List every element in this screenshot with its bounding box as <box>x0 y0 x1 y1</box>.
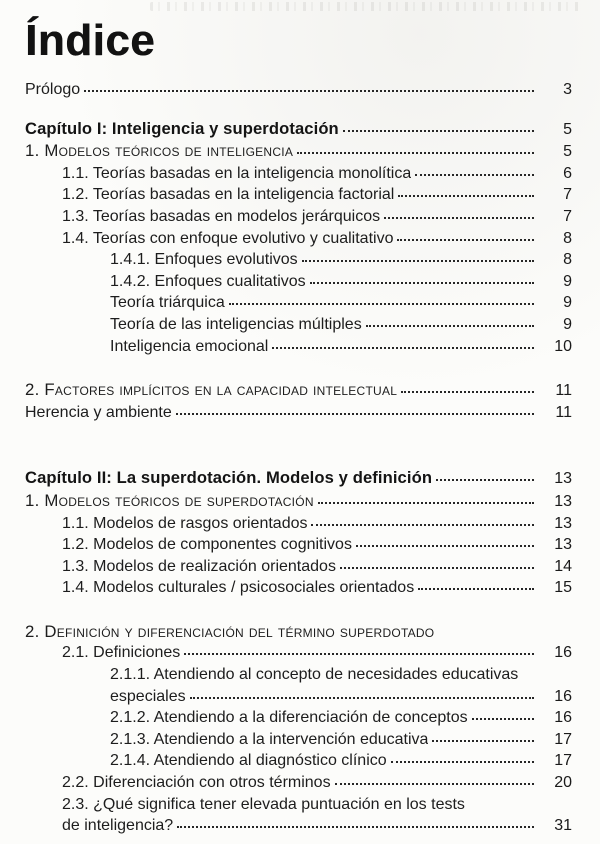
toc-entry-page: 14 <box>554 557 572 575</box>
toc-entry-label: 2.3. ¿Qué significa tener elevada puntuación en los tests <box>62 795 465 813</box>
toc-row <box>25 118 572 141</box>
dot-leader <box>472 718 534 720</box>
toc-entry-page: 16 <box>554 709 572 727</box>
toc-entry-label: 1.3. Modelos de realización orientados <box>62 557 336 575</box>
toc-entry-label: Capítulo II: La superdotación. Modelos y definición <box>25 468 433 488</box>
dot-leader <box>272 347 534 349</box>
toc-entry-page: 15 <box>554 579 572 597</box>
toc-entry-label: 2.1.3. Atendiendo a la intervención educativa <box>110 730 429 748</box>
dot-leader <box>418 588 534 590</box>
toc-entry-page: 7 <box>563 207 572 225</box>
toc-row <box>25 249 572 271</box>
toc-row <box>25 815 572 837</box>
dot-leader <box>401 391 534 393</box>
toc-entry-page: 11 <box>555 382 572 400</box>
toc-entry-page: 16 <box>554 687 572 705</box>
dot-leader <box>84 90 534 92</box>
dot-leader <box>432 740 534 742</box>
toc-row <box>25 490 572 513</box>
toc-row <box>25 467 572 490</box>
toc-entry-label: 1.1. Modelos de rasgos orientados <box>62 514 308 532</box>
toc-row <box>25 271 572 293</box>
toc-row <box>25 577 572 599</box>
dot-leader <box>311 524 534 526</box>
dot-leader <box>297 152 534 154</box>
toc-row <box>25 707 572 729</box>
toc-row <box>25 79 572 101</box>
toc-row <box>25 206 572 228</box>
toc-entry-page: 13 <box>554 536 572 554</box>
toc-row <box>25 772 572 794</box>
toc-entry-label: 2. Definición y diferenciación del término superdotado <box>25 621 435 641</box>
dot-leader <box>356 545 534 547</box>
toc-list <box>25 79 572 837</box>
toc-entry-label: 1.4.1. Enfoques evolutivos <box>110 251 298 269</box>
toc-entry-page: 6 <box>563 164 572 182</box>
toc-entry-label: Teoría triárquica <box>110 294 225 312</box>
dot-leader <box>384 217 534 219</box>
toc-entry-label: 1.3. Teorías basadas en modelos jerárquicos <box>62 207 381 225</box>
toc-entry-label: Prólogo <box>25 81 81 98</box>
dot-leader <box>318 502 534 504</box>
toc-row <box>25 402 572 424</box>
toc-entry-label: 2.1. Definiciones <box>62 644 181 662</box>
toc-entry-page: 16 <box>554 644 572 662</box>
dot-leader <box>310 282 534 284</box>
dot-leader <box>436 479 534 481</box>
dot-leader <box>398 195 534 197</box>
toc-row <box>25 556 572 578</box>
toc-row <box>25 336 572 358</box>
dot-leader <box>229 303 534 305</box>
dot-leader <box>340 567 534 569</box>
toc-row <box>25 163 572 185</box>
toc-row <box>25 686 572 708</box>
dot-leader <box>302 260 534 262</box>
toc-entry-label: 1. Modelos teóricos de inteligencia <box>25 141 294 161</box>
dot-leader <box>176 413 534 415</box>
toc-entry-page: 10 <box>554 337 572 355</box>
toc-entry-label: de inteligencia? <box>62 817 174 835</box>
toc-entry-page: 13 <box>554 470 572 488</box>
toc-entry-page: 9 <box>563 315 572 333</box>
toc-entry-label: Capítulo I: Inteligencia y superdotación <box>25 118 339 138</box>
toc-entry-page: 31 <box>554 817 572 835</box>
toc-entry-label: 2.1.2. Atendiendo a la diferenciación de conceptos <box>110 709 468 727</box>
toc-entry-page: 13 <box>554 492 572 510</box>
dot-leader <box>184 653 534 655</box>
toc-entry-page: 13 <box>554 514 572 532</box>
toc-row <box>25 184 572 206</box>
toc-row <box>25 729 572 751</box>
dot-leader <box>391 761 534 763</box>
toc-entry-page: 11 <box>555 403 572 421</box>
toc-entry-label: Herencia y ambiente <box>25 403 172 421</box>
toc-row <box>25 750 572 772</box>
toc-entry-page: 9 <box>563 294 572 312</box>
toc-row <box>25 513 572 535</box>
toc-entry-label: 2.2. Diferenciación con otros términos <box>62 774 331 792</box>
toc-row <box>25 794 572 816</box>
toc-entry-label: 1.4.2. Enfoques cualitativos <box>110 272 306 290</box>
dot-leader <box>343 130 534 132</box>
toc-row <box>25 228 572 250</box>
dot-leader <box>415 174 534 176</box>
toc-entry-page: 9 <box>563 272 572 290</box>
toc-entry-label: 1. Modelos teóricos de superdotación <box>25 490 314 510</box>
toc-entry-page: 8 <box>563 251 572 269</box>
toc-entry-label: 2.1.1. Atendiendo al concepto de necesidades educativas <box>110 666 519 684</box>
dot-leader <box>177 826 534 828</box>
toc-entry-label: especiales <box>110 687 186 705</box>
toc-entry-page: 5 <box>563 143 572 161</box>
toc-row <box>25 314 572 336</box>
toc-entry-page: 17 <box>554 752 572 770</box>
toc-entry-label: 1.2. Teorías basadas en la inteligencia factorial <box>62 186 395 204</box>
toc-entry-page: 20 <box>554 774 572 792</box>
toc-entry-label: 1.4. Teorías con enfoque evolutivo y cualitativo <box>62 229 394 247</box>
dot-leader <box>366 325 534 327</box>
toc-row <box>25 621 572 643</box>
toc-entry-page: 5 <box>563 120 572 138</box>
toc-entry-label: 1.4. Modelos culturales / psicosociales orientados <box>62 579 415 597</box>
toc-entry-page: 8 <box>563 229 572 247</box>
toc-entry-label: 2. Factores implícitos en la capacidad intelectual <box>25 380 398 400</box>
scan-noise-artifact <box>150 2 580 11</box>
toc-row <box>25 379 572 402</box>
toc-entry-page: 3 <box>563 81 572 98</box>
toc-entry-label: 2.1.4. Atendiendo al diagnóstico clínico <box>110 752 387 770</box>
toc-row <box>25 642 572 664</box>
page-title: Índice <box>25 16 156 65</box>
toc-entry-page: 7 <box>563 186 572 204</box>
toc-entry-page: 17 <box>554 730 572 748</box>
toc-row <box>25 292 572 314</box>
toc-entry-label: 1.2. Modelos de componentes cognitivos <box>62 536 352 554</box>
dot-leader <box>335 783 534 785</box>
dot-leader <box>190 697 534 699</box>
toc-entry-label: 1.1. Teorías basadas en la inteligencia monolítica <box>62 164 412 182</box>
toc-row <box>25 140 572 163</box>
dot-leader <box>397 239 534 241</box>
toc-row <box>25 534 572 556</box>
toc-entry-label: Inteligencia emocional <box>110 337 269 355</box>
toc-row <box>25 664 572 686</box>
toc-entry-label: Teoría de las inteligencias múltiples <box>110 315 362 333</box>
